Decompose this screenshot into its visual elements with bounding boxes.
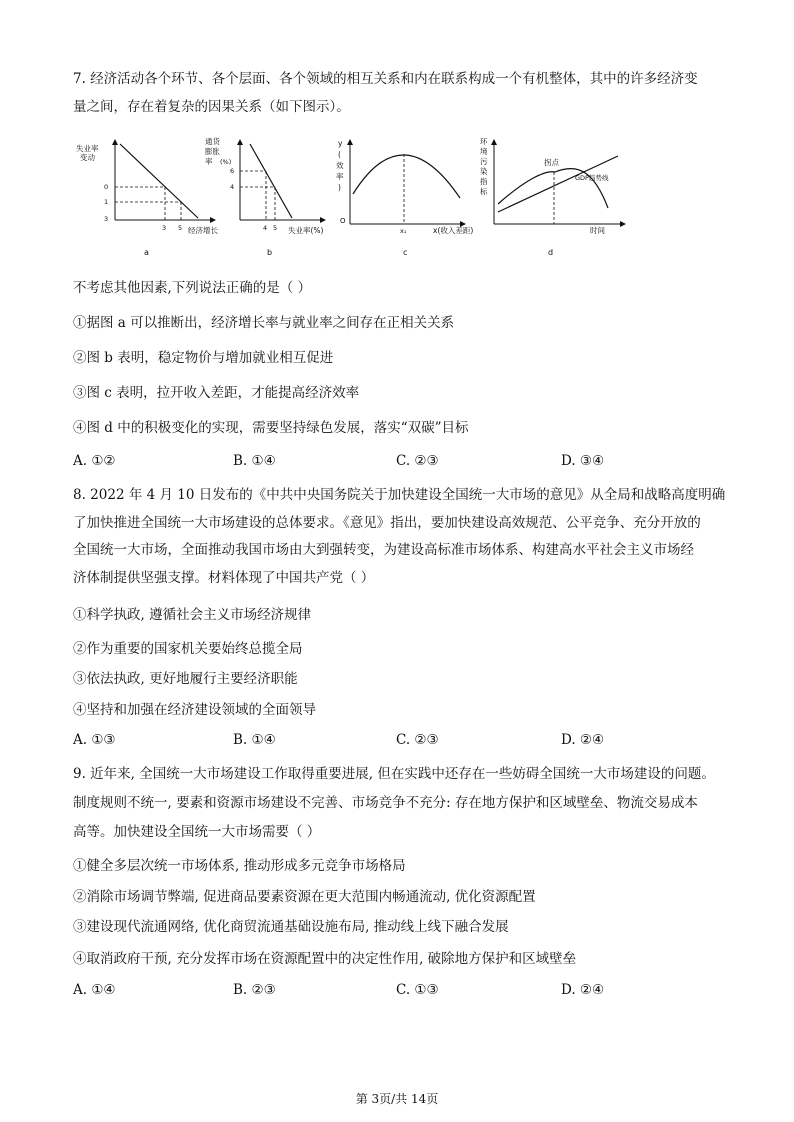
chart-d-ylabel-char: 境 [480,147,488,156]
q8-option-b[interactable]: B. ①④ [233,732,276,748]
chart-b-line [250,144,292,218]
chart-c-origin: O [340,217,346,225]
chart-c-ylabel-5: ) [338,183,341,192]
chart-d-caption: d [548,248,554,257]
chart-b-tick-y: 6 [230,167,235,175]
q8-stem-line-3: 全国统一大市场，全面推动我国市场由大到强转变，为建设高标准市场体系、构建高水平社会主义市场经 [73,542,694,558]
chart-a-xlabel: 经济增长 [188,226,218,235]
q9-option-c[interactable]: C. ①③ [396,982,439,998]
q9-item-4: ④取消政府干预, 充分发挥市场在资源配置中的决定性作用, 破除地方保护和区域壁垒 [73,951,577,967]
q7-option-c[interactable]: C. ②③ [396,453,439,469]
chart-a-tick-y: 3 [104,215,109,223]
q7-stem-line-1: 7. 经济活动各个环节、各个层面、各个领域的相互关系和内在联系构成一个有机整体，其中的许多经济变 [73,71,698,87]
chart-d-label-point: 拐点 [544,158,559,167]
chart-b [205,136,325,257]
q7-options [73,453,723,471]
q8-item-3: ③依法执政, 更好地履行主要经济职能 [73,671,298,687]
q8-options [73,732,723,750]
chart-a-tick-y: 1 [104,198,109,206]
chart-d-ylabel-char: 标 [480,187,488,196]
q9-options [73,982,723,1000]
chart-b-ylabel-3: 率 [205,157,213,166]
q8-option-c[interactable]: C. ②③ [396,732,439,748]
q7-option-b[interactable]: B. ①④ [233,453,276,469]
chart-a-tick-x: 3 [162,224,167,232]
chart-a-ylabel-1: 失业率 [76,144,99,153]
q8-stem-line-4: 济体制提供坚强支撑。材料体现了中国共产党（ ） [73,570,375,586]
q7-item-1: ①据图 a 可以推断出，经济增长率与就业率之间存在正相关关系 [73,315,455,331]
chart-b-xlabel: 失业率(%) [288,226,324,235]
q8-item-2: ②作为重要的国家机关要始终总揽全局 [73,641,303,657]
q8-item-1: ①科学执政, 遵循社会主义市场经济规律 [73,607,312,623]
q9-option-b[interactable]: B. ②③ [233,982,276,998]
q7-option-a[interactable]: A. ①② [73,453,116,469]
q8-stem-line-1: 8. 2022 年 4 月 10 日发布的《中共中央国务院关于加快建设全国统一大市场的意见》从全局和战略高度明确 [73,487,726,503]
q8-item-4: ④坚持和加强在经济建设领域的全面领导 [73,702,316,718]
chart-c-ylabel-4: 率 [336,172,344,181]
q8-option-a[interactable]: A. ①③ [73,732,116,748]
q9-stem-line-3: 高等。加快建设全国统一大市场需要（ ） [73,824,321,840]
chart-c-xlabel: x(收入差距) [433,226,474,235]
chart-c-ylabel-3: 效 [336,161,344,170]
chart-b-ylabel-2: 膨胀 [205,147,220,156]
chart-a-line [120,144,198,218]
chart-a-tick-y: 0 [104,183,109,191]
chart-b-ylabel-unit: (%) [220,158,232,166]
q9-item-2: ②消除市场调节弊端, 促进商品要素资源在更大范围内畅通流动, 优化资源配置 [73,889,536,905]
chart-d-ylabel-char: 染 [480,167,488,176]
q9-stem-line-1: 9. 近年来, 全国统一大市场建设工作取得重要进展, 但在实践中还存在一些妨碍全国统一大市场建设的问题。 [73,766,715,782]
chart-d-label-gdp: GDP趋势线 [575,174,609,182]
q7-item-2: ②图 b 表明，稳定物价与增加就业相互促进 [73,350,334,366]
page-footer: 第 3页/共 14页 [355,1092,439,1106]
chart-d-ylabel-char: 指 [480,177,488,186]
q7-option-d[interactable]: D. ③④ [561,453,605,469]
q9-stem-line-2: 制度规则不统一, 要素和资源市场建设不完善、市场竞争不充分: 存在地方保护和区域壁垒、物流交易成本 [73,795,698,811]
chart-a-ylabel-2: 变动 [80,153,95,162]
q7-stem-line-2: 量之间，存在着复杂的因果关系（如下图示）。 [73,99,350,115]
q7-item-3: ③图 c 表明，拉开收入差距，才能提高经济效率 [73,385,360,401]
chart-c-ylabel-2: ( [338,150,341,159]
chart-b-caption: b [267,248,273,257]
chart-c-ylabel-1: y [338,139,343,148]
chart-c-caption: c [403,248,408,257]
chart-d-xlabel: 时间 [590,226,605,235]
q7-figure-svg [70,132,720,264]
chart-c [336,139,473,257]
chart-d [480,137,625,257]
chart-c-tick-x: x₁ [400,227,407,235]
chart-b-tick-x: 5 [273,224,278,232]
chart-b-tick-y: 4 [230,183,235,191]
q9-item-1: ①健全多层次统一市场体系, 推动形成多元竞争市场格局 [73,858,406,874]
chart-c-curve [353,155,460,198]
q8-stem-line-2: 了加快推进全国统一大市场建设的总体要求。《意见》指出，要加快建设高效规范、公平竞争、充分开放的 [73,515,701,531]
q7-item-4: ④图 d 中的积极变化的实现，需要坚持绿色发展，落实“双碳”目标 [73,420,469,436]
chart-b-tick-x: 4 [263,224,268,232]
q7-figure [70,132,720,264]
chart-b-ylabel-1: 通货 [205,137,220,146]
q9-option-a[interactable]: A. ①④ [73,982,116,998]
chart-a-tick-x: 5 [178,224,183,232]
chart-d-ylabel-char: 环 [480,137,488,146]
chart-d-ylabel-char: 污 [480,157,488,166]
q7-prompt: 不考虑其他因素,下列说法正确的是（ ） [73,280,312,296]
q9-item-3: ③建设现代流通网络, 优化商贸流通基础设施布局, 推动线上线下融合发展 [73,919,509,935]
q8-option-d[interactable]: D. ②④ [561,732,605,748]
chart-a-caption: a [144,248,149,257]
chart-a [76,140,218,257]
q9-option-d[interactable]: D. ②④ [561,982,605,998]
